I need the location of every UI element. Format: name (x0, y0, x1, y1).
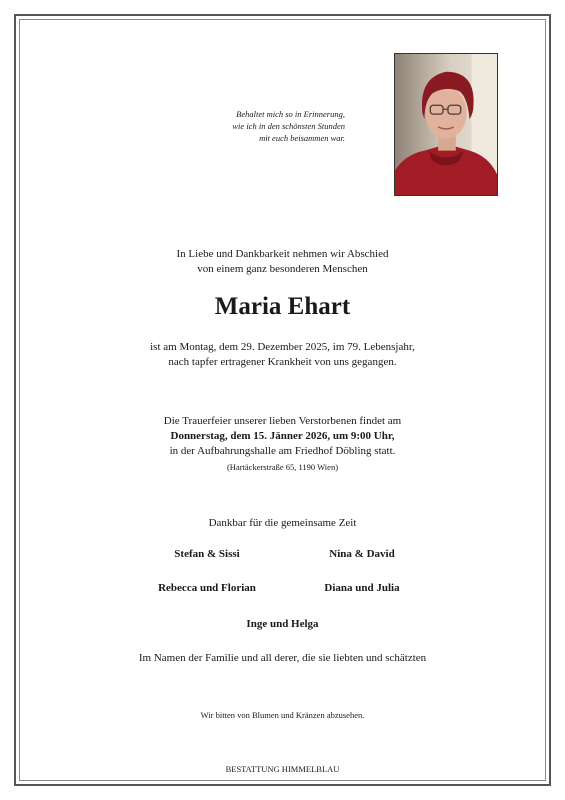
intro-text (0, 247, 565, 277)
deceased-name: Maria Ehart (214, 293, 351, 320)
portrait-photo (394, 53, 498, 196)
motto-line: wie ich in den schönsten Stunden (232, 121, 345, 131)
death-notice-line: ist am Montag, dem 29. Dezember 2025, im 79. Lebensjahr, (150, 341, 415, 353)
ceremony-line: Die Trauerfeier unserer lieben Verstorbenen findet am (163, 415, 402, 427)
death-notice-line: nach tapfer ertragener Krankheit von uns gegangen. (168, 356, 397, 368)
ceremony-details (0, 414, 565, 473)
motto-line: mit euch beisammen war. (259, 133, 345, 143)
funeral-home: BESTATTUNG HIMMELBLAU (225, 764, 340, 774)
gratitude-line: Dankbar für die gemeinsame Zeit (208, 517, 357, 529)
mourner-name: Diana und Julia (324, 582, 400, 594)
mourner-name: Rebecca und Florian (158, 582, 256, 594)
motto-quote (160, 108, 345, 144)
ceremony-location: in der Aufbahrungshalle am Friedhof Döbling statt. (169, 445, 396, 457)
intro-line: In Liebe und Dankbarkeit nehmen wir Abschied (176, 248, 389, 260)
ceremony-address: (Hartäckerstraße 65, 1190 Wien) (226, 462, 339, 472)
portrait-image (395, 54, 497, 195)
ceremony-date: Donnerstag, dem 15. Jänner 2026, um 9:00 Uhr, (170, 430, 395, 442)
family-line: Im Namen der Familie und all derer, die sie liebten und schätzten (138, 652, 427, 664)
mourner-name: Inge und Helga (246, 618, 319, 630)
mourner-name: Nina & David (329, 548, 395, 560)
motto-line: Behaltet mich so in Erinnerung, (236, 109, 345, 119)
flowers-note: Wir bitten von Blumen und Kränzen abzusehen. (200, 710, 365, 720)
mourner-name: Stefan & Sissi (174, 548, 240, 560)
intro-line: von einem ganz besonderen Menschen (197, 263, 368, 275)
death-notice (0, 340, 565, 370)
